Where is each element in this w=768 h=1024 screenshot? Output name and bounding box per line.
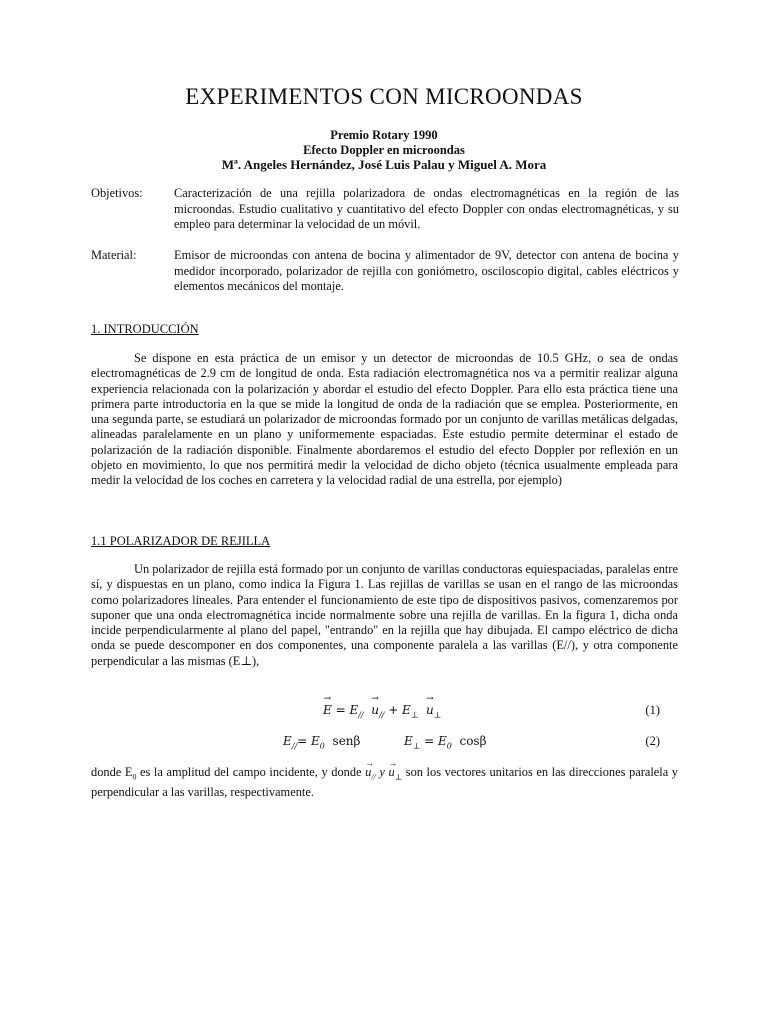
objetivos-text: Caracterización de una rejilla polarizadora de ondas electromagnéticas en la región de las microondas. Estudio cualitativo y cuantitativo del efecto Doppler con ondas electromagnéticas, y su empleo para determinar la velocidad de un móvil. — [174, 186, 679, 231]
subtitle-line: Efecto Doppler en microondas — [303, 143, 465, 157]
equation-2-parallel-fn: senβ — [332, 734, 361, 748]
objetivos-label: Objetivos: — [91, 186, 143, 200]
document-title: EXPERIMENTOS CON MICROONDAS — [185, 84, 583, 109]
authors-line: Mª. Angeles Hernández, José Luis Palau y Miguel A. Mora — [221, 157, 547, 172]
material-block — [91, 248, 679, 295]
equation-2-perpendicular-fn: cosβ — [459, 734, 487, 748]
introduccion-paragraph: Se dispone en esta práctica de un emisor y un detector de microondas de 10.5 GHz, o sea de ondas electromagnéticas de 2.9 cm de longitud de onda. Esta radiación electromagnética nos va a permitir realizar alguna experiencia relacionada con la polarización y abordar el estudio del efecto Doppler. Para ello esta práctica tiene una primera parte introductoria en la que se mide la longitud de onda de la radiación que se emplea. Posteriormente, en una segunda parte, se estudiará un polarizador de microondas formado por un conjunto de varillas metálicas delgadas, alineadas paralelamente en un plano y uniformemente espaciadas. Este estudio permite determinar el estado de polarización de la radiación disponible. Finalmente abordaremos el estudio del efecto Doppler por reflexión en un objeto en movimiento, lo que nos permitirá medir la velocidad de dicho objeto (técnica usualmente empleada para medir la velocidad de los coches en carretera y la velocidad radial de una estrella, por ejemplo) — [91, 351, 678, 488]
award-line: Premio Rotary 1990 — [330, 128, 438, 142]
material-label: Material: — [91, 248, 137, 262]
vectors-text-end: son los vectores unitarios en las direcciones paralela y perpendicular a las varillas, respectivamente. — [91, 765, 678, 799]
material-text: Emisor de microondas con antena de bocina y alimentador de 9V, detector con antena de bocina y medidor incorporado, polarizador de rejilla con goniómetro, osciloscopio digital, cables eléctricos y elementos mecánicos del montaje. — [174, 248, 679, 293]
equation-2-number: (2) — [645, 734, 660, 748]
equation-2-parallel: $E_{//}= E_0$ senβ — [283, 734, 361, 751]
vectors-text-mid: es la amplitud del campo incidente, y donde — [136, 765, 366, 779]
section-heading-polarizador: 1.1 POLARIZADOR DE REJILLA — [91, 534, 271, 548]
equation-1-number: (1) — [645, 703, 660, 717]
vectors-e0-sub: 0 — [132, 772, 137, 782]
equation-1 — [91, 703, 678, 723]
equation-2-perpendicular: $E_\perp = E_0$ cosβ — [404, 734, 487, 751]
equation-1-formula: → $E = E_{//} \to u_{//} + E_\perp \to u_\perp$ — [323, 703, 441, 719]
vectors-text-y: y — [375, 765, 389, 779]
vectors-text-start: donde E — [91, 765, 133, 779]
section-heading-introduccion: 1. INTRODUCCIÓN — [91, 322, 199, 336]
equation-2 — [91, 734, 678, 754]
vectors-paragraph: donde $E_0$ es la amplitud del campo incidente, y donde → $u_{//}$ $y \to u_\perp$ son los vectores unitarios en las direcciones paralela y perpendicular a las varillas, respectivamente. — [91, 765, 678, 800]
objetivos-block — [91, 186, 679, 233]
polarizador-paragraph: Un polarizador de rejilla está formado por un conjunto de varillas conductoras equiespaciadas, paralelas entre sí, y dispuestas en un plano, como indica la Figura 1. Las rejillas de varillas se usan en el rango de las microondas como polarizadores lineales. Para entender el funcionamiento de este tipo de dispositivos pasivos, comenzaremos por suponer que una onda electromagnética incide normalmente sobre una rejilla de varillas. En la figura 1, dicha onda incide perpendicularmente al plano del papel, "entrando" en la rejilla que hay dibujada. El campo eléctrico de dicha onda se puede descomponer en dos componentes, una componente paralela a las varillas (E//), y otra componente perpendicular a las mismas (E⊥), — [91, 562, 678, 668]
